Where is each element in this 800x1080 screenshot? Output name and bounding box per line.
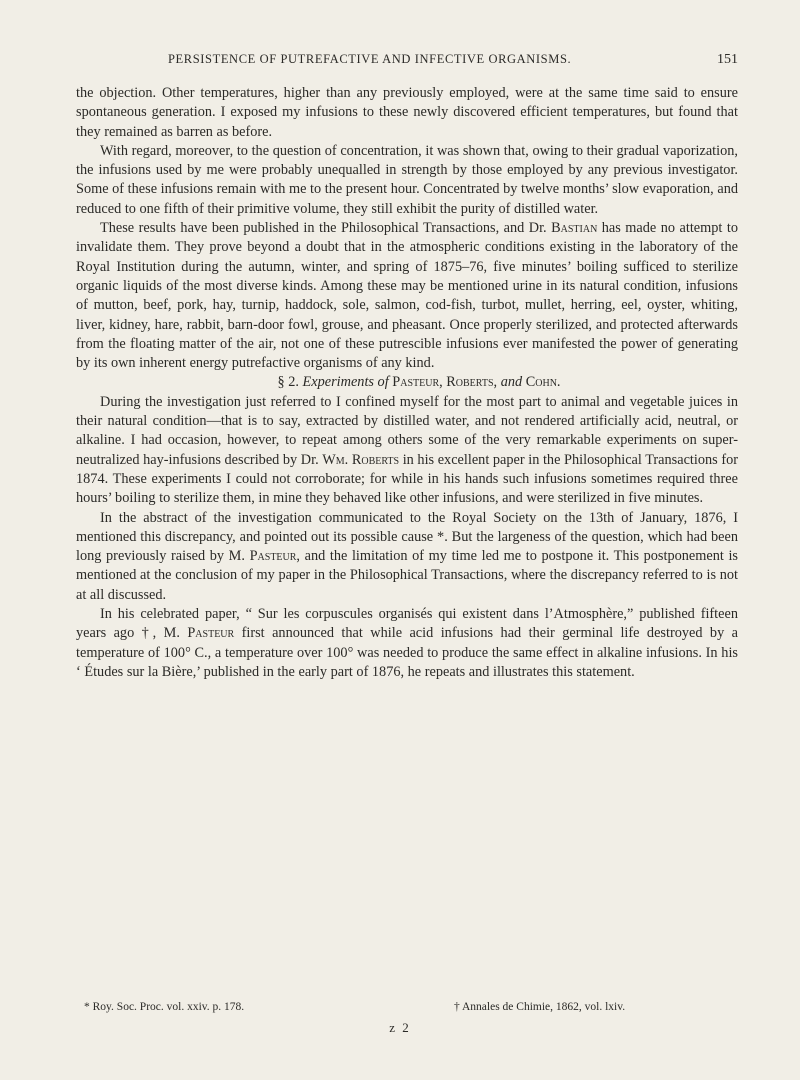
text-run: In his celebrated paper, “ Sur les corpuscules organisés qui existent dans l’Atmosphère,” published fifteen years ago †, M. [76,606,738,642]
author-name: Pasteur [187,625,235,642]
page-number: 151 [717,52,738,67]
footnote-2: † Annales de Chimie, 1862, vol. lxiv. [454,1001,626,1013]
paragraph [76,219,738,373]
text-run: In the abstract of the investigation communicated to the Royal Society on the 13th of January, 1876, I mentioned this discrepancy, and pointed out its possible cause *. But the largeness of the question, which had been long previously raised by M. [76,509,738,565]
author-name: Bastian [551,220,598,237]
signature-mark: z 2 [389,1020,411,1035]
author-name: Wm. Roberts [322,451,400,468]
paragraph [76,509,738,605]
section-cohn: Cohn. [525,374,561,391]
paragraph [76,393,738,509]
section-number: § 2. [277,374,299,391]
section-and: and [500,374,523,391]
footnote-1: * Roy. Soc. Proc. vol. xxiv. p. 178. [84,1001,245,1013]
text-run: has made no attempt to invalidate them. They prove beyond a doubt that in the atmospheric conditions existing in the laboratory of the Royal Institution during the autumn, winter, and spring of 1875–76, five minutes’ boiling sufficed to sterilize organic liquids of the most diverse kinds. Among these may be mentioned urine in its natural condition, infusions of mutton, beef, pork, hay, turnip, haddock, sole, salmon, cod-fish, turbot, mullet, herring, eel, oyster, whiting, liver, kidney, hare, rabbit, barn-door fowl, grouse, and pheasant. Once properly sterilized, and protected afterwards from the floating matter of the air, not one of these putrescible infusions ever manifested the power of generating by its own inherent energy putrefactive organisms of any kind. [76,220,738,372]
running-head-title: PERSISTENCE OF PUTREFACTIVE AND INFECTIVE ORGANISMS. [168,52,572,66]
section-title: Experiments of [302,374,389,391]
section-names: Pasteur, Roberts, [392,374,498,391]
section-heading [76,373,738,392]
paragraph: With regard, moreover, to the question of concentration, it was shown that, owing to their gradual vaporization, the infusions used by me were probably unequalled in strength by those employed by any previous investigator. Some of these infusions remain with me to the present hour. Concentrated by twelve months’ slow evaporation, and reduced to one fifth of their primitive volume, they still exhibit the purity of distilled water. [76,142,738,217]
body-text [76,84,738,682]
text-run: , and the limitation of my time led me to postpone it. This postponement is mentioned at the conclusion of my paper in the Philosophical Transactions, where the discrepancy referred to is not at all discussed. [76,548,738,603]
paragraph: the objection. Other temperatures, higher than any previously employed, were at the same time said to ensure spontaneous generation. I exposed my infusions to these newly discovered efficient temperatures, but found that they remained as barren as before. [76,85,738,140]
text-run: first announced that while acid infusions had their germinal life destroyed by a temperature of 100° C., a temperature over 100° was needed to produce the same effect in alkaline infusions. In his ‘ Études sur la Bière,’ published in the early part of 1876, he repeats and illustrates this statement. [76,625,738,680]
text-run: in his excellent paper in the Philosophical Transactions for 1874. These experiments I could not corroborate; for while in his hands such infusions sometimes required three hours’ boiling to sterilize them, in mine they behaved like other infusions, and were sterilized in five minutes. [76,451,739,507]
author-name: Pasteur [249,548,297,565]
text-run: During the investigation just referred to I confined myself for the most part to animal and vegetable juices in their natural condition—that is to say, extracted by distilled water, and not rendered artificially acid, neutral, or alkaline. I had occasion, however, to repeat among others some of the very remarkable experiments on super-neutralized hay-infusions described by Dr. [76,393,738,468]
text-run: These results have been published in the Philosophical Transactions, and Dr. [100,220,552,237]
paragraph [76,605,738,682]
